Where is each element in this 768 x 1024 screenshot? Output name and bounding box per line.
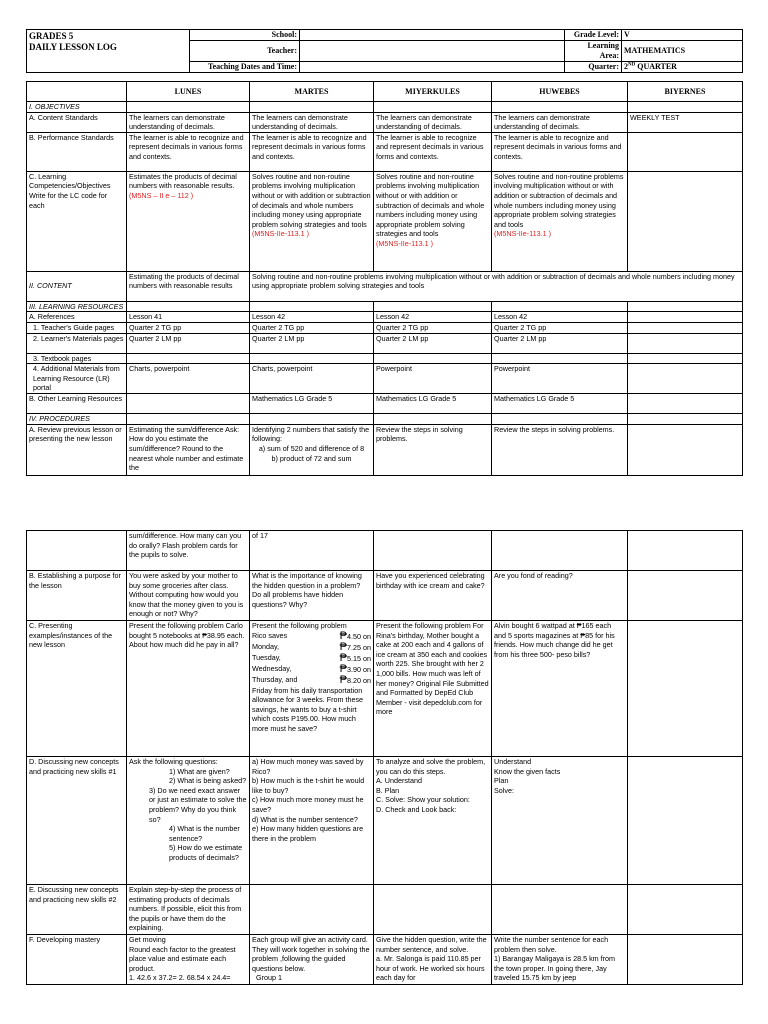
title-grade: GRADES 5 [29, 31, 74, 41]
mastery-line: 1) Barangay Maligaya is 28.5 km from the town proper. In going there, Jay traveled 15.75 km by jeep [494, 954, 616, 983]
present-rest: Friday from his daily transportation allowance for 3 weeks. From these savings, he wants to buy a t-shirt which costs P195.00. How much more must he save? [252, 685, 364, 733]
savings-line [252, 653, 371, 664]
row-label-discussing1: D. Discussing new concepts and practicing new skills #1 [27, 757, 127, 885]
section-objectives: I. OBJECTIVES [27, 102, 127, 113]
cell-content-standards-martes: The learners can demonstrate understanding of decimals. [250, 112, 374, 132]
area-value[interactable]: MATHEMATICS [622, 41, 743, 62]
section-procedures: IV. PROCEDURES [27, 414, 127, 425]
step-line: Understand [494, 757, 532, 766]
lesson-table-page2 [26, 530, 743, 985]
cell-competencies-huwebes [492, 171, 628, 271]
question-item: c) How much more money must he save? [252, 795, 364, 814]
dates-label: Teaching Dates and Time: [190, 62, 300, 73]
quarter-label: Quarter: [565, 62, 622, 73]
peso-sign: ₱ [339, 651, 348, 664]
cell-content-rest: Solving routine and non-routine problems involving multiplication without or with addition or subtraction of decimals and whole numbers including money using appropriate problem solving strategies and tools [250, 271, 743, 301]
cell-cont-lunes: sum/difference. How many can you do orally? Flash problem cards for the pupils to solve. [127, 531, 250, 571]
row-label-discussing2: E. Discussing new concepts and practicing new skills #2 [27, 885, 127, 935]
cell-discussing1-martes [250, 757, 374, 885]
cell-competencies-miyerkules [374, 171, 492, 271]
cell-performance-martes: The learner is able to recognize and represent decimals in various forms and contexts. [250, 132, 374, 171]
step-line: To analyze and solve the problem, you can do this steps. [376, 757, 486, 776]
cell-mastery-lunes [127, 935, 250, 985]
cell-presenting-miyerkules: Present the following problem For Rina's birthday, Mother bought a cake at 200 each and 4 gallons of ice cream at 350 each and cookies worth 225. She brought with her 2 1,000 bills. How much was left of her money? Original File Submitted and Formatted by DepEd Club Member - visit depedclub.com for more [374, 621, 492, 757]
school-label: School: [190, 30, 300, 41]
step-line: B. Plan [376, 785, 400, 795]
cell-purpose-huwebes: Are you fond of reading? [492, 571, 628, 621]
savings-day: Rico saves [252, 630, 288, 640]
mastery-line: Give the hidden question, write the number sentence, and solve. [376, 935, 487, 954]
savings-day: Wednesday, [252, 663, 292, 673]
peso-sign: ₱ [339, 662, 348, 675]
cell-discussing1-huwebes [492, 757, 628, 885]
cell-content-standards-huwebes: The learners can demonstrate understanding of decimals. [492, 112, 628, 132]
review-line: a) sum of 520 and difference of 8 [258, 443, 365, 453]
cell-tg-lunes: Quarter 2 TG pp [127, 322, 250, 333]
question-item: 2) What is being asked? [169, 776, 247, 786]
teacher-field[interactable] [300, 41, 565, 62]
school-field[interactable] [300, 30, 565, 41]
competency-text: Solves routine and non-routine problems involving multiplication without or with addition or subtraction of decimals and whole numbers including money using appropriate problem solving strategies and tools [376, 171, 485, 239]
row-label-mastery: F. Developing mastery [27, 935, 127, 985]
savings-amount: 7.25 on [347, 642, 371, 652]
question-item: e) How many hidden questions are there in the problem [252, 824, 364, 843]
cell-lm-miyerkules: Quarter 2 LM pp [374, 333, 492, 353]
row-label-tg: 1. Teacher's Guide pages [27, 322, 127, 333]
quarter-value[interactable] [622, 62, 743, 73]
day-header-miyerkules: MIYERKULES [374, 82, 492, 102]
cell-discussing1-lunes [127, 757, 250, 885]
question-item: b) How much is the t-shirt he would like to buy? [252, 776, 365, 795]
cell-competencies-lunes [127, 171, 250, 271]
row-label-performance-standards: B. Performance Standards [27, 132, 127, 171]
peso-sign: ₱ [339, 629, 348, 642]
row-label-textbook: 3. Textbook pages [27, 353, 127, 364]
mastery-line: a. Mr. Salonga is paid 110.85 per hour of work. He worked six hours each day for [376, 954, 485, 983]
cell-additional-miyerkules: Powerpoint [374, 364, 492, 394]
header-table [26, 29, 743, 73]
log-title [27, 30, 190, 73]
cell-performance-lunes: The learner is able to recognize and represent decimals in various forms and contexts. [127, 132, 250, 171]
savings-day: Monday, [252, 641, 280, 651]
cell-review-martes [250, 424, 374, 475]
cell-references-martes: Lesson 42 [250, 312, 374, 323]
quarter-num: 2 [624, 62, 628, 71]
corner-cell [27, 82, 127, 102]
question-item: 4) What is the number sentence? [169, 824, 240, 843]
row-label-presenting: C. Presenting examples/instances of the new lesson [27, 621, 127, 757]
question-intro: Ask the following questions: [129, 757, 218, 766]
cell-content-standards-lunes: The learners can demonstrate understanding of decimals. [127, 112, 250, 132]
page-1 [26, 29, 742, 476]
mastery-line: Each group will give an activity card. They will work together in solving the problem ,following the guided questions below. [252, 935, 370, 973]
cell-presenting-lunes: Present the following problem Carlo bought 5 notebooks at ₱38.95 each. About how much did he pay in all? [127, 621, 250, 757]
competency-code: (M5NS-IIe-113.1 ) [376, 238, 433, 248]
cell-review-lunes: Estimating the sum/difference Ask: How do you estimate the sum/difference? Round to the nearest whole number and estimate the [127, 424, 250, 475]
cell-other-huwebes: Mathematics LG Grade 5 [492, 394, 628, 414]
section-resources: III. LEARNING RESOURCES [27, 301, 127, 312]
cell-competencies-martes [250, 171, 374, 271]
row-label-references: A. References [27, 312, 127, 323]
savings-line [252, 675, 371, 686]
question-item: 1) What are given? [169, 766, 230, 776]
question-item: d) What is the number sentence? [252, 814, 358, 824]
mastery-line: Round each factor to the greatest place value and estimate each product. [129, 944, 236, 973]
row-label-purpose: B. Establishing a purpose for the lesson [27, 571, 127, 621]
dates-field[interactable] [300, 62, 565, 73]
cell-other-miyerkules: Mathematics LG Grade 5 [374, 394, 492, 414]
savings-line [252, 631, 371, 642]
question-item: 5) How do we estimate products of decimals? [169, 843, 243, 862]
title-log: DAILY LESSON LOG [29, 42, 117, 52]
row-label-lm: 2. Learner's Materials pages [27, 333, 127, 353]
step-line: Plan [494, 776, 509, 786]
cell-review-miyerkules: Review the steps in solving problems. [374, 424, 492, 475]
cell-purpose-lunes: You were asked by your mother to buy some groceries after class. Without computing how would you know that the money given to you is enough or not? Why? [127, 571, 250, 621]
cell-tg-miyerkules: Quarter 2 TG pp [374, 322, 492, 333]
savings-day: Thursday, and [252, 674, 298, 684]
row-label-content: II. CONTENT [27, 271, 127, 301]
cell-lm-lunes: Quarter 2 LM pp [127, 333, 250, 353]
step-line: A. Understand [376, 776, 422, 786]
row-label-other: B. Other Learning Resources [27, 394, 127, 414]
cell-references-huwebes: Lesson 42 [492, 312, 628, 323]
question-item: a) How much money was saved by Rico? [252, 757, 364, 776]
peso-sign: ₱ [339, 673, 348, 686]
cell-lm-martes: Quarter 2 LM pp [250, 333, 374, 353]
cell-lm-huwebes: Quarter 2 LM pp [492, 333, 628, 353]
savings-line [252, 642, 371, 653]
review-line: Identifying 2 numbers that satisfy the following: [252, 424, 370, 444]
lesson-table-page1 [26, 81, 743, 476]
review-line: b) product of 72 and sum [271, 453, 352, 463]
day-header-biyernes: BIYERNES [628, 82, 743, 102]
cell-content-standards-miyerkules: The learners can demonstrate understanding of decimals. [374, 112, 492, 132]
cell-mastery-huwebes [492, 935, 628, 985]
cell-content-lunes: Estimating the products of decimal numbers with reasonable results [127, 271, 250, 301]
cell-presenting-martes [250, 621, 374, 757]
cell-weekly-test: WEEKLY TEST [628, 112, 743, 132]
competency-text: Solves routine and non-routine problems involving multiplication without or with addition or subtraction of decimals and whole numbers including money using appropriate problem solving strategies and tools [252, 171, 371, 229]
competency-code: (M5NS-IIe-113.1 ) [494, 229, 551, 239]
savings-amount: 5.15 on [347, 653, 371, 663]
cell-presenting-huwebes: Alvin bought 6 wattpad at ₱165 each and 5 sports magazines at ₱85 for his friends. How much change did he get from his three 500- peso bills? [492, 621, 628, 757]
competency-code: (M5NS-IIe-113.1 ) [252, 229, 309, 239]
cell-purpose-miyerkules: Have you experienced celebrating birthday with ice cream and cake? [374, 571, 492, 621]
cell-discussing2-lunes: Explain step-by-step the process of estimating products of decimals numbers. If possible, elicit this from the pupils or have them do the explaining. [127, 885, 250, 935]
present-intro: Present the following problem [252, 621, 347, 630]
cell-additional-martes: Charts, powerpoint [250, 364, 374, 394]
step-line: D. Check and Look back: [376, 804, 457, 814]
cell-references-miyerkules: Lesson 42 [374, 312, 492, 323]
area-label: Learning Area: [565, 41, 622, 62]
cell-references-lunes: Lesson 41 [127, 312, 250, 323]
teacher-label: Teacher: [190, 41, 300, 62]
cell-discussing1-miyerkules [374, 757, 492, 885]
cell-review-huwebes: Review the steps in solving problems. [492, 424, 628, 475]
day-header-huwebes: HUWEBES [492, 82, 628, 102]
savings-line [252, 664, 371, 675]
cell-additional-lunes: Charts, powerpoint [127, 364, 250, 394]
quarter-word: QUARTER [635, 62, 677, 71]
row-label-competencies: C. Learning Competencies/Objectives Write for the LC code for each [27, 171, 127, 271]
cell-performance-miyerkules: The learner is able to recognize and represent decimals in various forms and contexts. [374, 132, 492, 171]
row-label-additional: 4. Additional Materials from Learning Resource (LR) portal [27, 364, 127, 394]
competency-text: Estimates the products of decimal numbers with reasonable results. [129, 171, 237, 191]
cell-tg-huwebes: Quarter 2 TG pp [492, 322, 628, 333]
mastery-line: Get moving [129, 935, 166, 944]
cell-other-martes: Mathematics LG Grade 5 [250, 394, 374, 414]
day-header-lunes: LUNES [127, 82, 250, 102]
competency-text: Solves routine and non-routine problems involving multiplication without or with addition or subtraction of decimals and whole numbers including money using appropriate problem solving strategies and tools [494, 171, 624, 229]
cell-cont-martes: of 17 [250, 531, 374, 571]
mastery-line: 1. 42.6 x 37.2= 2. 68.54 x 24.4= [129, 973, 231, 983]
grade-label: Grade Level: [565, 30, 622, 41]
competency-code: (M5NS – II e – 112 ) [129, 190, 194, 200]
savings-day: Tuesday, [252, 652, 281, 662]
step-line: Solve: [494, 785, 514, 795]
cell-mastery-miyerkules [374, 935, 492, 985]
cell-performance-huwebes: The learner is able to recognize and represent decimals in various forms and contexts. [492, 132, 628, 171]
cell-additional-huwebes: Powerpoint [492, 364, 628, 394]
grade-value[interactable]: V [622, 30, 743, 41]
row-label-review: A. Review previous lesson or presenting the new lesson [27, 424, 127, 475]
mastery-line: Group 1 [256, 973, 282, 983]
peso-sign: ₱ [339, 640, 348, 653]
day-header-martes: MARTES [250, 82, 374, 102]
step-line: Know the given facts [494, 766, 561, 776]
savings-amount: 8.20 on [347, 675, 371, 685]
question-item: 3) Do we need exact answer or just an estimate to solve the problem? Why do you think so? [149, 785, 247, 824]
step-line: C. Solve: Show your solution: [376, 795, 470, 805]
quarter-sup: ND [628, 62, 636, 68]
page-2 [26, 530, 742, 985]
mastery-line: Write the number sentence for each problem then solve. [494, 935, 609, 954]
savings-amount: 4.50 on [347, 631, 371, 641]
row-label-content-standards: A. Content Standards [27, 112, 127, 132]
cell-purpose-martes: What is the importance of knowing the hidden question in a problem? Do all problems have hidden questions? Why? [250, 571, 374, 621]
cell-mastery-martes [250, 935, 374, 985]
cell-tg-martes: Quarter 2 TG pp [250, 322, 374, 333]
savings-amount: 3.90 on [347, 664, 371, 674]
